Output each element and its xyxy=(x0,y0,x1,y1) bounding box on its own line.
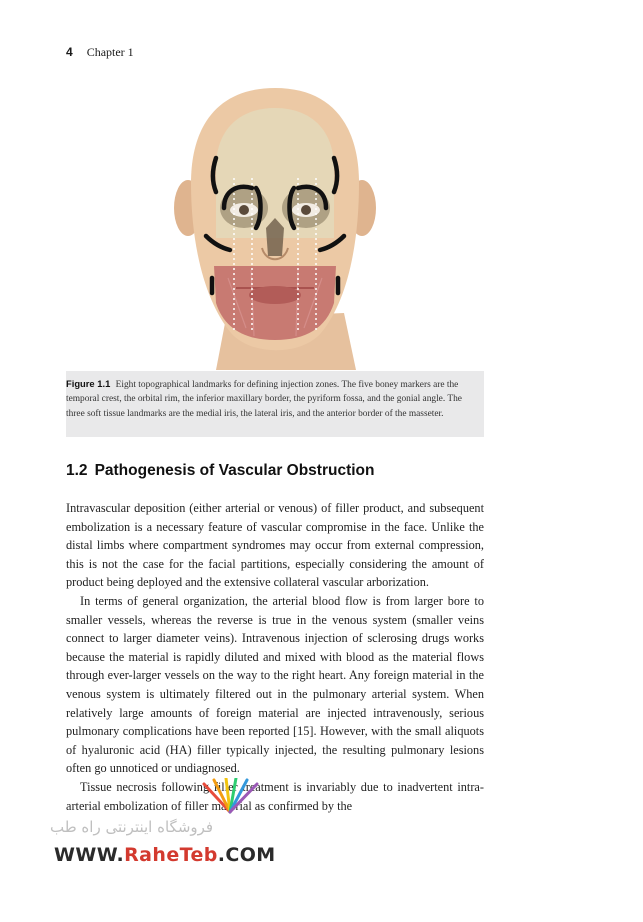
watermark-brand: RaheTeb xyxy=(124,844,218,866)
body-text xyxy=(66,499,484,815)
watermark-url-prefix: WWW. xyxy=(54,844,125,866)
running-head xyxy=(66,45,134,60)
figure-caption xyxy=(66,377,480,421)
paragraph: Intravascular deposition (either arterial or venous) of filler product, and subsequent embolization is a necessary feature of vascular compromise in the face. Unlike the distal limbs where compartment syndromes may occur from external compression, this is not the case for the facial partitions, especially considering the amount of product being deployed and the extensive collateral vascular arborization. xyxy=(66,501,484,590)
face-landmarks-illustration xyxy=(66,88,484,370)
figure-illustration xyxy=(66,88,484,370)
watermark-logo-icon xyxy=(190,778,270,822)
page-number: 4 xyxy=(66,45,73,59)
section-title: Pathogenesis of Vascular Obstruction xyxy=(94,462,375,479)
paragraph: In terms of general organization, the arterial blood flow is from larger bore to smaller vessels, whereas the reverse is true in the venous system (smaller veins connect to larger diameter veins). Intravenous injection of sclerosing drugs works because the material is rapidly diluted and mixed with blood as the material flows through ever-larger vessels on the way to the right heart. Any foreign material in the venous system is ultimately filtered out in the pulmonary arterial system. When relatively large amounts of foreign material are injected intravenously, serious pulmonary complications have been reported [15]. However, with the small aliquots of hyaluronic acid (HA) filler typically injected, the resulting pulmonary lesions often go unnoticed or undiagnosed. xyxy=(66,593,484,776)
paragraph: Tissue necrosis following filler treatment is invariably due to inadvertent intra-arterial embolization of filler material as confirmed by the xyxy=(66,779,484,813)
watermark-persian-text: فروشگاه اینترنتی راه طب xyxy=(50,818,214,836)
watermark-url-suffix: .COM xyxy=(217,844,276,866)
section-number: 1.2 xyxy=(66,462,88,479)
watermark-url xyxy=(54,844,276,866)
figure-caption-text: Eight topographical landmarks for defining injection zones. The five boney markers are the temporal crest, the orbital rim, the inferior maxillary border, the pyriform fossa, and the gonial angle. The three soft tissue landmarks are the medial iris, the lateral iris, and the anterior border of the masseter. xyxy=(66,380,462,419)
chapter-label: Chapter 1 xyxy=(86,45,134,59)
figure-label: Figure 1.1 xyxy=(66,378,111,389)
section-heading xyxy=(66,462,375,480)
